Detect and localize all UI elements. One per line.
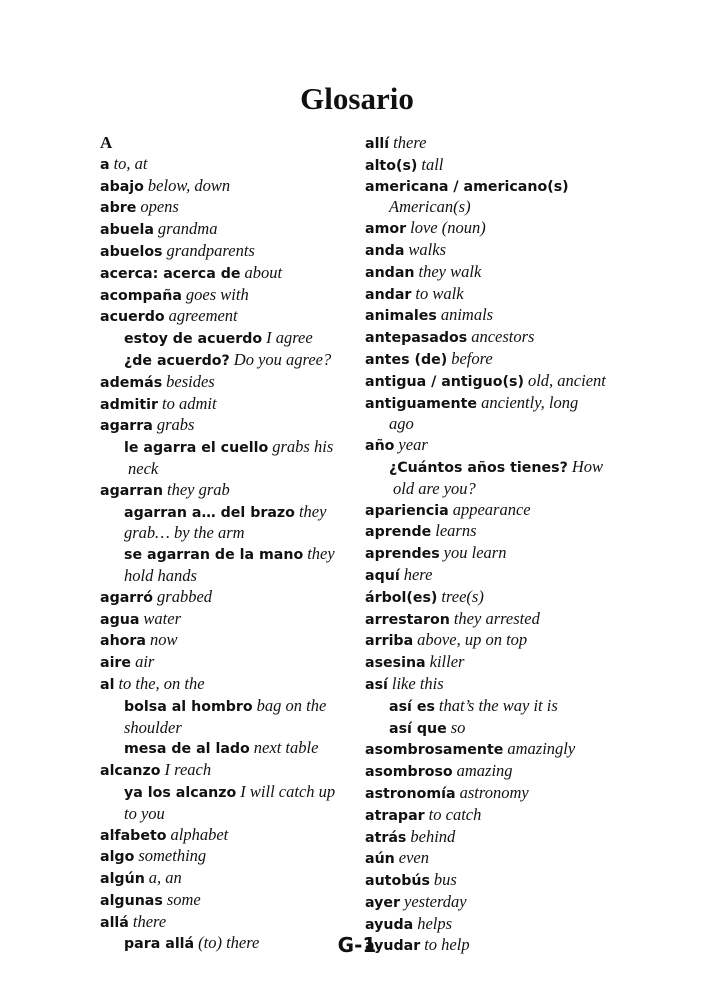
entry-headword: arriba <box>365 633 414 650</box>
glossary-entry <box>365 870 640 892</box>
entry-headword: ayudar <box>365 938 421 955</box>
glossary-entry <box>100 912 362 934</box>
entry-definition: below, down <box>147 175 231 195</box>
entry-definition: even <box>398 848 430 868</box>
entry-definition: grandparents <box>166 240 255 260</box>
section-letter: A <box>100 133 113 152</box>
entry-definition: so <box>450 717 466 737</box>
page-number: G-1 <box>337 933 377 957</box>
glossary-subentry <box>365 718 640 740</box>
entry-headword: acuerdo <box>100 309 165 326</box>
entry-definition: now <box>150 630 178 650</box>
entry-headword: atrás <box>365 829 407 846</box>
entry-headword: a <box>100 156 110 173</box>
entry-headword: arrestaron <box>365 611 450 628</box>
glossary-entry <box>365 371 640 393</box>
glossary-subentry <box>100 696 362 718</box>
entry-headword: ¿de acuerdo? <box>124 352 230 369</box>
entry-headword: algunas <box>100 892 163 909</box>
entry-continuation: hold hands <box>124 565 197 585</box>
glossary-entry <box>365 739 640 761</box>
entry-headword: estoy de acuerdo <box>124 331 263 348</box>
entry-headword: ya los alcanzo <box>124 784 237 801</box>
glossary-subentry <box>100 437 362 459</box>
entry-definition: a, an <box>148 868 182 888</box>
entry-definition: they walk <box>418 261 482 281</box>
glossary-subentry <box>100 502 362 524</box>
entry-definition: I will catch up <box>240 781 336 801</box>
entry-definition: old, ancient <box>527 370 606 390</box>
entry-headword: alcanzo <box>100 763 161 780</box>
entry-definition: grabs his <box>272 437 334 457</box>
glossary-entry <box>365 393 640 415</box>
entry-definition: helps <box>417 913 453 933</box>
entry-definition: year <box>398 435 428 455</box>
glossary-entry <box>365 587 640 609</box>
entry-headword: admitir <box>100 396 159 413</box>
entry-headword: aire <box>100 655 132 672</box>
entry-headword: abre <box>100 200 137 217</box>
entry-headword: allí <box>365 136 390 152</box>
entry-headword: allá <box>100 914 129 931</box>
entry-definition: agreement <box>168 306 238 326</box>
entry-continuation: American(s) <box>389 197 471 217</box>
entry-definition: learns <box>435 521 477 541</box>
glossary-entry <box>100 241 362 263</box>
entry-definition: to catch <box>428 804 482 824</box>
entry-definition: above, up on top <box>417 630 528 650</box>
glossary-entry <box>365 892 640 914</box>
glossary-entry <box>365 133 640 155</box>
entry-headword: bolsa al hombro <box>124 698 253 715</box>
entry-headword: así <box>365 676 388 693</box>
entry-headword: agarran a… del brazo <box>124 504 295 521</box>
glossary-entry <box>365 805 640 827</box>
glossary-subentry <box>365 457 640 479</box>
glossary-entry <box>100 480 362 502</box>
entry-headword: aquí <box>365 567 400 584</box>
glossary-subentry <box>100 738 362 760</box>
entry-definition: there <box>132 911 167 931</box>
glossary-entry <box>365 848 640 870</box>
page-title: Glosario <box>300 81 414 116</box>
entry-headword: asombroso <box>365 764 453 781</box>
entry-headword: asombrosamente <box>365 742 504 759</box>
entry-continuation: to you <box>124 803 165 823</box>
entry-definition: they arrested <box>453 608 540 628</box>
entry-headword: acompaña <box>100 287 182 304</box>
entry-definition: here <box>403 564 433 584</box>
glossary-column-right <box>365 133 640 957</box>
entry-headword: andan <box>365 264 415 281</box>
entry-definition: appearance <box>452 499 531 519</box>
entry-definition: besides <box>166 371 215 391</box>
entry-definition: animals <box>440 305 494 325</box>
entry-definition: astronomy <box>459 782 529 802</box>
entry-headword: astronomía <box>365 785 456 802</box>
entry-definition: amazingly <box>507 739 576 759</box>
entry-headword: animales <box>365 308 437 325</box>
entry-headword: ahora <box>100 633 146 650</box>
glossary-entry <box>100 630 362 652</box>
glossary-entry <box>365 240 640 262</box>
entry-definition: to help <box>424 935 470 955</box>
glossary-entry <box>100 868 362 890</box>
glossary-entry <box>365 177 640 198</box>
entry-headword: asesina <box>365 655 426 672</box>
glossary-entry <box>100 176 362 198</box>
glossary-entry <box>365 652 640 674</box>
entry-headword: así es <box>389 698 435 715</box>
entry-definition: I reach <box>164 760 212 780</box>
glossary-entry <box>100 372 362 394</box>
glossary-entry <box>100 219 362 241</box>
glossary-entry <box>100 587 362 609</box>
entry-definition: How <box>571 456 603 476</box>
entry-definition: ancestors <box>471 327 535 347</box>
entry-definition: they grab <box>166 479 230 499</box>
glossary-entry <box>365 565 640 587</box>
entry-definition: grandma <box>157 219 218 239</box>
glossary-entry <box>365 349 640 371</box>
entry-headword: le agarra el cuello <box>124 440 269 457</box>
entry-definition: about <box>244 262 283 282</box>
glossary-entry <box>365 674 640 696</box>
entry-definition: grabs <box>156 415 195 435</box>
glossary-entry <box>100 394 362 416</box>
glossary-entry <box>100 846 362 868</box>
entry-definition: water <box>143 608 181 628</box>
entry-definition: before <box>451 348 493 368</box>
glossary-entry <box>365 262 640 284</box>
entry-headword: abajo <box>100 178 144 195</box>
entry-headword: acerca: acerca de <box>100 265 241 282</box>
glossary-entry <box>365 435 640 457</box>
glossary-entry <box>365 500 640 522</box>
glossary-entry <box>365 218 640 240</box>
entry-definition: killer <box>429 652 465 672</box>
glossary-entry <box>365 609 640 631</box>
glossary-entry <box>100 652 362 674</box>
entry-headword: agarra <box>100 418 153 435</box>
entry-definition: tree(s) <box>441 586 484 606</box>
entry-definition: tall <box>421 154 444 174</box>
glossary-entry <box>365 827 640 849</box>
glossary-entry <box>100 674 362 696</box>
entry-headword: algún <box>100 871 145 888</box>
entry-definition: to walk <box>415 283 464 303</box>
glossary-entry <box>100 825 362 847</box>
glossary-column-left <box>100 133 362 955</box>
entry-definition: to, at <box>113 153 148 173</box>
entry-headword: abuelos <box>100 243 163 260</box>
entry-headword: apariencia <box>365 502 449 519</box>
entry-definition: they <box>307 544 335 564</box>
glossary-entry <box>365 630 640 652</box>
entry-headword: andar <box>365 286 412 303</box>
entry-headword: se agarran de la mano <box>124 547 304 564</box>
glossary-entry <box>100 285 362 307</box>
entry-headword: autobús <box>365 873 430 890</box>
entry-headword: para allá <box>124 936 195 953</box>
entry-continuation: ago <box>389 414 414 434</box>
entry-definition: bag on the <box>256 695 327 715</box>
entry-headword: antepasados <box>365 330 468 347</box>
entry-headword: atrapar <box>365 807 425 824</box>
entry-headword: mesa de al lado <box>124 741 250 758</box>
entry-headword: alto(s) <box>365 157 418 174</box>
glossary-entry <box>365 284 640 306</box>
entry-definition: alphabet <box>170 824 229 844</box>
entry-headword: agua <box>100 611 140 628</box>
entry-definition: love (noun) <box>410 218 486 238</box>
entry-continuation: shoulder <box>124 717 182 737</box>
glossary-entry <box>100 263 362 285</box>
entry-definition: behind <box>410 826 456 846</box>
glossary-entry <box>100 890 362 912</box>
entry-definition: they <box>298 501 327 521</box>
entry-headword: algo <box>100 849 135 866</box>
glossary-entry <box>100 609 362 631</box>
entry-headword: aprende <box>365 524 432 541</box>
entry-headword: agarró <box>100 589 154 606</box>
entry-headword: amor <box>365 221 407 238</box>
entry-continuation: old are you? <box>393 478 476 498</box>
entry-definition: I agree <box>266 328 313 348</box>
entry-definition: to the, on the <box>118 673 205 693</box>
entry-headword: ayuda <box>365 916 414 933</box>
entry-headword: ayer <box>365 894 401 911</box>
glossary-subentry <box>100 544 362 566</box>
glossary-subentry <box>100 328 362 350</box>
entry-headword: alfabeto <box>100 827 167 844</box>
entry-definition: bus <box>433 870 457 890</box>
entry-headword: agarran <box>100 482 163 499</box>
entry-definition: something <box>138 846 207 866</box>
entry-headword: antigua / antiguo(s) <box>365 373 524 390</box>
glossary-subentry <box>100 350 362 372</box>
entry-headword: antes (de) <box>365 351 448 368</box>
entry-definition: (to) there <box>198 933 260 953</box>
entry-definition: goes with <box>185 284 249 304</box>
entry-headword: ¿Cuántos años tienes? <box>389 459 568 476</box>
entry-headword: aún <box>365 851 395 868</box>
glossary-subentry <box>100 782 362 804</box>
entry-definition: you learn <box>443 543 507 563</box>
entry-definition: yesterday <box>404 891 467 911</box>
entry-headword: abuela <box>100 222 154 239</box>
glossary-entry <box>100 760 362 782</box>
glossary-entry <box>100 154 362 176</box>
entry-headword: año <box>365 438 395 455</box>
entry-headword: aprendes <box>365 546 440 563</box>
entry-headword: antiguamente <box>365 395 478 412</box>
entry-headword: al <box>100 676 115 693</box>
entry-continuation: neck <box>128 458 159 478</box>
entry-headword: americana / americano(s) <box>365 178 569 195</box>
glossary-entry <box>365 305 640 327</box>
entry-definition: amazing <box>456 761 513 781</box>
glossary-entry <box>100 306 362 328</box>
glossary-entry <box>365 155 640 177</box>
entry-definition: Do you agree? <box>233 349 332 369</box>
entry-definition: grabbed <box>157 586 213 606</box>
entry-definition: walks <box>408 239 446 259</box>
entry-headword: así que <box>389 720 447 737</box>
glossary-entry <box>365 521 640 543</box>
entry-headword: árbol(es) <box>365 589 438 606</box>
entry-definition: that’s the way it is <box>438 695 558 715</box>
entry-definition: there <box>393 133 427 152</box>
entry-definition: some <box>166 889 201 909</box>
entry-definition: anciently, long <box>481 392 579 412</box>
glossary-entry <box>365 761 640 783</box>
entry-definition: opens <box>140 197 179 217</box>
entry-headword: anda <box>365 242 405 259</box>
entry-definition: to admit <box>162 393 217 413</box>
glossary-entry <box>100 197 362 219</box>
entry-definition: next table <box>253 738 319 758</box>
entry-definition: like this <box>391 673 444 693</box>
glossary-entry <box>365 327 640 349</box>
glossary-entry <box>100 415 362 437</box>
glossary-subentry <box>365 696 640 718</box>
glossary-entry <box>365 543 640 565</box>
glossary-entry <box>365 783 640 805</box>
entry-continuation: grab… by the arm <box>124 523 245 543</box>
entry-headword: además <box>100 374 163 391</box>
entry-definition: air <box>135 652 155 672</box>
